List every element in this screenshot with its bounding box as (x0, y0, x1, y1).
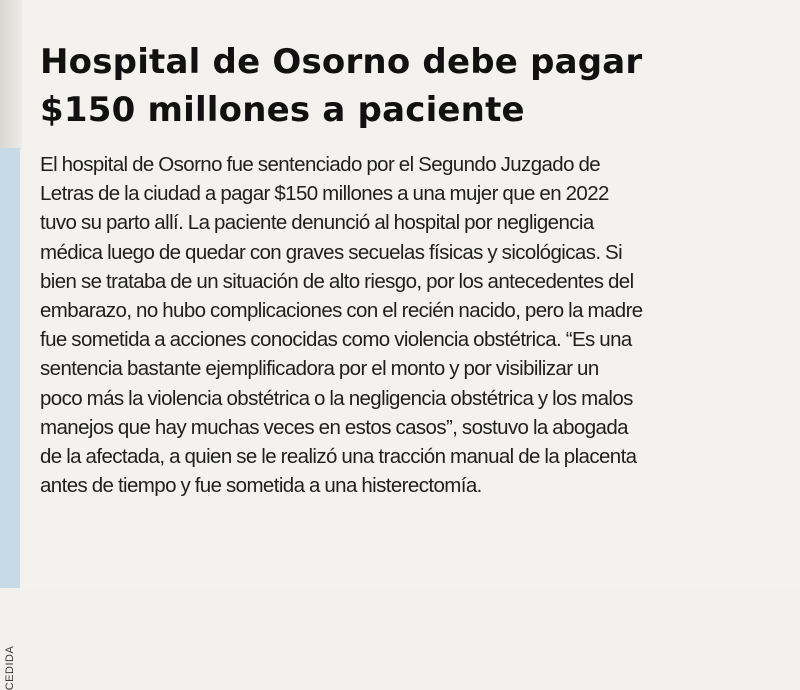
page-edge-shadow (0, 0, 22, 150)
photo-credit: CEDIDA (4, 645, 16, 690)
body-line: poco más la violencia obstétrica o la negligencia obstétrica y los malos (40, 386, 633, 410)
body-line: embarazo, no hubo complicaciones con el recién nacido, pero la madre (40, 299, 643, 323)
body-line: Letras de la ciudad a pagar $150 millones a una mujer que en 2022 (40, 182, 609, 206)
body-line: antes de tiempo y fue sometida a una histerectomía. (40, 474, 482, 498)
photo-strip (0, 148, 20, 690)
headline-line: Hospital de Osorno debe pagar (40, 42, 643, 82)
body-line: fue sometida a acciones conocidas como violencia obstétrica. “Es una (40, 328, 632, 352)
body-line: médica luego de quedar con graves secuelas físicas y sicológicas. Si (40, 240, 623, 264)
body-line: El hospital de Osorno fue sentenciado por el Segundo Juzgado de (40, 153, 601, 176)
body-line: manejos que hay muchas veces en estos casos”, sostuvo la abogada (40, 415, 628, 439)
headline-line: $150 millones a paciente (40, 90, 525, 130)
body-line: sentencia bastante ejemplificadora por el monto y por visibilizar un (40, 357, 599, 381)
article-body (40, 150, 785, 500)
body-line: tuvo su parto allí. La paciente denunció al hospital por negligencia (40, 211, 594, 235)
body-line: de la afectada, a quien se le realizó una tracción manual de la placenta (40, 445, 637, 469)
body-line: bien se trataba de un situación de alto riesgo, por los antecedentes del (40, 269, 634, 293)
headline (40, 38, 780, 134)
